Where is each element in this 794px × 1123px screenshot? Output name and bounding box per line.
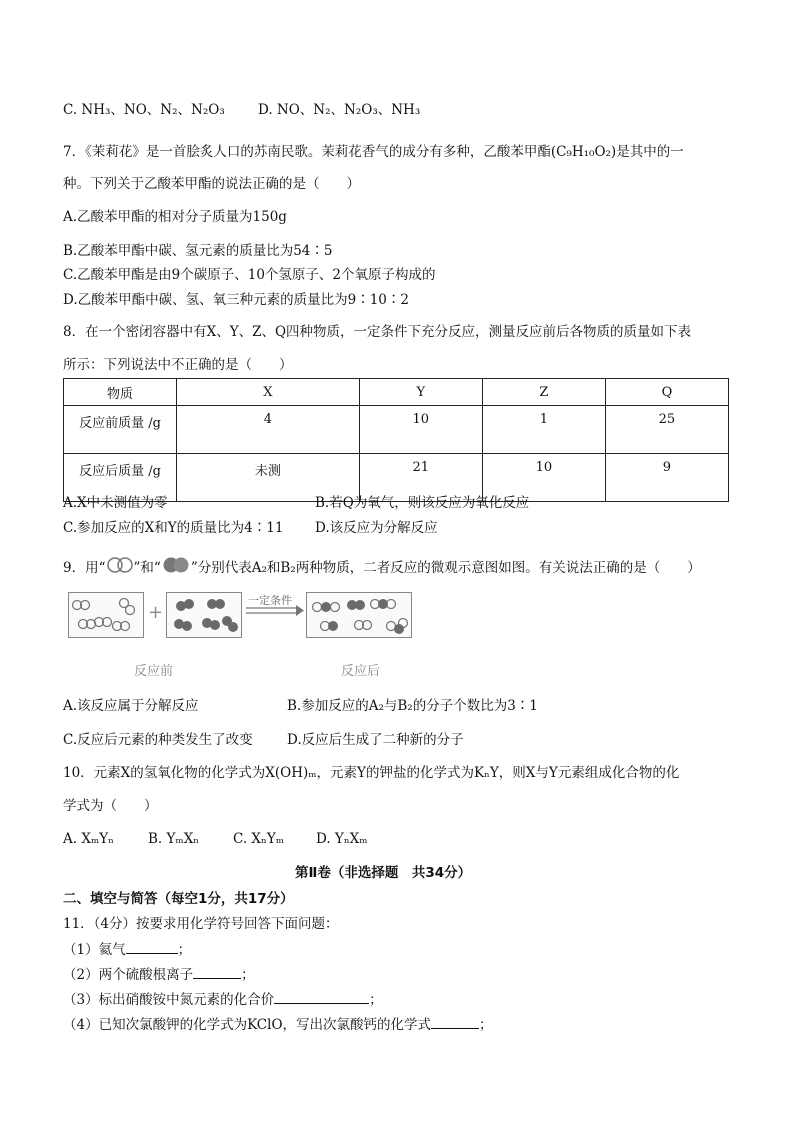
q8-stem-line1: 8．在一个密闭容器中有X、Y、Z、Q四种物质，一定条件下充分反应，测量反应前后各物质的质量如下表 bbox=[63, 324, 692, 340]
table-header-cell: Q bbox=[605, 379, 728, 406]
q11-sub2-text: （2）两个硫酸根离子 bbox=[63, 967, 194, 983]
table-cell: 4 bbox=[177, 406, 360, 454]
answer-blank[interactable] bbox=[431, 1015, 479, 1029]
q7-stem-line1: 7．《茉莉花》是一首脍炙人口的苏南民歌。茉莉花香气的成分有多种，乙酸苯甲酯(C₉H₁₀O₂)是其中的一 bbox=[63, 144, 684, 160]
q10-option-a: A. XₘYₙ bbox=[63, 831, 114, 847]
table-cell: 10 bbox=[359, 406, 482, 454]
q8-option-d: D.该反应为分解反应 bbox=[315, 520, 438, 536]
q9-stem-mid: ”和“ bbox=[133, 560, 161, 576]
table-cell: 21 bbox=[359, 454, 482, 502]
product-molecules-drawing bbox=[307, 593, 411, 637]
q8-option-a: A.X中未测值为零 bbox=[63, 495, 168, 511]
table-cell: 1 bbox=[482, 406, 605, 454]
q7-option-b: B.乙酸苯甲酯中碳、氢元素的质量比为54∶5 bbox=[63, 243, 333, 259]
q11-sub2 bbox=[63, 965, 255, 984]
table-header-cell: 物质 bbox=[64, 379, 177, 406]
table-cell: 反应前质量 /g bbox=[64, 406, 177, 454]
q6-option-c: C. NH₃、NO、N₂、N₂O₃ bbox=[63, 102, 225, 118]
section-title: 二、填空与简答（每空1分，共17分） bbox=[63, 891, 294, 907]
q9-option-c: C.反应后元素的种类发生了改变 bbox=[63, 732, 253, 748]
q9-option-d: D.反应后生成了二种新的分子 bbox=[287, 732, 464, 748]
semicolon: ； bbox=[369, 992, 383, 1008]
a2-molecule-icon bbox=[106, 557, 134, 575]
reaction-arrow-icon bbox=[244, 604, 306, 618]
table-row bbox=[64, 406, 729, 454]
b2-molecule-icon bbox=[161, 557, 191, 575]
table-cell: 10 bbox=[482, 454, 605, 502]
q7-option-d: D.乙酸苯甲酯中碳、氢、氧三种元素的质量比为9∶10∶2 bbox=[63, 292, 409, 308]
q7-option-c: C.乙酸苯甲酯是由9个碳原子、10个氢原子、2个氧原子构成的 bbox=[63, 267, 436, 283]
table-cell: 反应后质量 /g bbox=[64, 454, 177, 502]
q10-option-b: B. YₘXₙ bbox=[148, 831, 200, 847]
q11-stem: 11．（4分）按要求用化学符号回答下面问题： bbox=[63, 916, 339, 932]
q10-option-d: D. YₙXₘ bbox=[316, 831, 368, 847]
semicolon: ； bbox=[479, 1017, 493, 1033]
q8-stem-line2: 所示：下列说法中不正确的是（ ） bbox=[63, 357, 293, 373]
after-reaction-label: 反应后 bbox=[341, 664, 381, 679]
before-reaction-label: 反应前 bbox=[134, 664, 174, 679]
q7-stem-line2: 种。下列关于乙酸苯甲酯的说法正确的是（ ） bbox=[63, 176, 360, 192]
table-header-cell: Z bbox=[482, 379, 605, 406]
semicolon: ； bbox=[241, 967, 255, 983]
table-cell: 未测 bbox=[177, 454, 360, 502]
semicolon: ； bbox=[177, 942, 192, 958]
q9-stem-pre: 9．用“ bbox=[63, 560, 106, 576]
reactant-a2-box bbox=[68, 592, 144, 638]
q10-stem-line2: 学式为（ ） bbox=[63, 798, 158, 814]
q8-option-b: B.若Q为氧气，则该反应为氧化反应 bbox=[315, 495, 530, 511]
a2-molecules-drawing bbox=[69, 593, 143, 637]
q11-sub4-text: （4）已知次氯酸钾的化学式为KClO，写出次氯酸钙的化学式 bbox=[63, 1017, 432, 1033]
table-cell: 9 bbox=[605, 454, 728, 502]
q7-option-a: A.乙酸苯甲酯的相对分子质量为150g bbox=[63, 209, 287, 225]
q11-sub1-text: （1）氦气 bbox=[63, 942, 126, 958]
table-header-cell: X bbox=[177, 379, 360, 406]
b2-molecules-drawing bbox=[167, 593, 241, 637]
plus-sign: + bbox=[148, 602, 164, 623]
q8-option-c: C.参加反应的X和Y的质量比为4∶11 bbox=[63, 520, 284, 536]
q9-stem-post: ”分别代表A₂和B₂两种物质，二者反应的微观示意图如图。有关说法正确的是（ ） bbox=[190, 560, 701, 576]
answer-blank[interactable] bbox=[126, 940, 178, 954]
table-cell: 25 bbox=[605, 406, 728, 454]
q11-sub4 bbox=[63, 1015, 493, 1034]
reactant-b2-box bbox=[166, 592, 242, 638]
q10-option-c: C. XₙYₘ bbox=[233, 831, 285, 847]
q6-option-d: D. NO、N₂、N₂O₃、NH₃ bbox=[258, 102, 421, 118]
answer-blank[interactable] bbox=[193, 965, 241, 979]
q11-sub3-text: （3）标出硝酸铵中氮元素的化合价 bbox=[63, 992, 275, 1008]
q9-option-a: A.该反应属于分解反应 bbox=[63, 698, 199, 714]
q11-sub3 bbox=[63, 990, 383, 1009]
part2-title: 第Ⅱ卷（非选择题 共34分） bbox=[295, 865, 472, 881]
table-header-cell: Y bbox=[359, 379, 482, 406]
q9-option-b: B.参加反应的A₂与B₂的分子个数比为3∶1 bbox=[287, 698, 538, 714]
reaction-condition-label: 一定条件 bbox=[248, 594, 292, 607]
q8-mass-table bbox=[63, 378, 729, 502]
answer-blank[interactable] bbox=[274, 990, 369, 1004]
q11-sub1 bbox=[63, 940, 191, 959]
table-header-row bbox=[64, 379, 729, 406]
q10-stem-line1: 10．元素X的氢氧化物的化学式为X(OH)ₘ，元素Y的钾盐的化学式为KₙY，则X与Y元素组成化合物的化 bbox=[63, 765, 680, 781]
q9-stem bbox=[63, 557, 701, 577]
product-box bbox=[306, 592, 412, 638]
